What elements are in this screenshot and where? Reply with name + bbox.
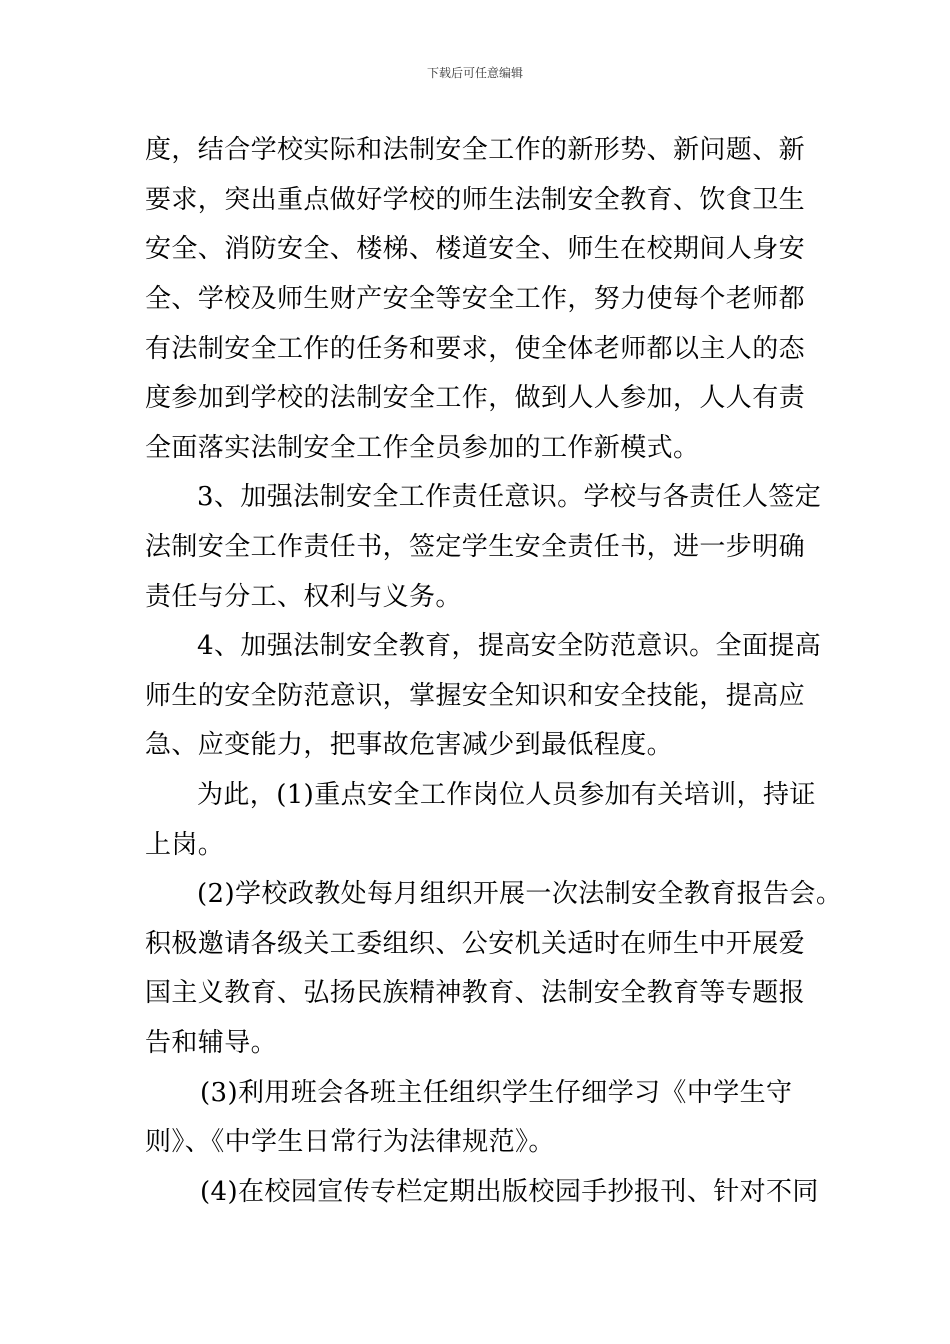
text-line: (2)学校政教处每月组织开展一次法制安全教育报告会。	[197, 879, 843, 909]
text-line: 积极邀请各级关工委组织、公安机关适时在师生中开展爱	[145, 929, 806, 959]
text-line: 为此，(1)重点安全工作岗位人员参加有关培训，持证	[197, 780, 816, 810]
text-line: 法制安全工作责任书，签定学生安全责任书，进一步明确	[145, 532, 806, 562]
text-line: 4、加强法制安全教育，提高安全防范意识。全面提高	[197, 631, 822, 661]
text-line: 师生的安全防范意识，掌握安全知识和安全技能，提高应	[145, 681, 806, 711]
text-line: 度参加到学校的法制安全工作，做到人人参加，人人有责	[145, 383, 806, 413]
text-line: (4)在校园宣传专栏定期出版校园手抄报刊、针对不同	[200, 1177, 819, 1207]
text-line: 急、应变能力，把事故危害减少到最低程度。	[145, 730, 674, 760]
text-line: 全面落实法制安全工作全员参加的工作新模式。	[145, 433, 700, 463]
text-line: 度，结合学校实际和法制安全工作的新形势、新问题、新	[145, 135, 806, 165]
text-line: 国主义教育、弘扬民族精神教育、法制安全教育等专题报	[145, 978, 806, 1008]
text-line: 则》、《中学生日常行为法律规范》。	[145, 1127, 555, 1157]
text-line: 有法制安全工作的任务和要求，使全体老师都以主人的态	[145, 334, 806, 364]
text-line: 告和辅导。	[145, 1028, 278, 1058]
text-line: (3)利用班会各班主任组织学生仔细学习《中学生守	[200, 1078, 793, 1108]
text-line: 3、加强法制安全工作责任意识。学校与各责任人签定	[197, 482, 822, 512]
text-line: 上岗。	[145, 830, 225, 860]
text-line: 安全、消防安全、楼梯、楼道安全、师生在校期间人身安	[145, 234, 806, 264]
page-header-note: 下载后可任意编辑	[426, 66, 523, 80]
text-line: 责任与分工、权利与义务。	[145, 582, 462, 612]
text-line: 要求，突出重点做好学校的师生法制安全教育、饮食卫生	[145, 185, 806, 215]
text-line: 全、学校及师生财产安全等安全工作，努力使每个老师都	[145, 284, 806, 314]
